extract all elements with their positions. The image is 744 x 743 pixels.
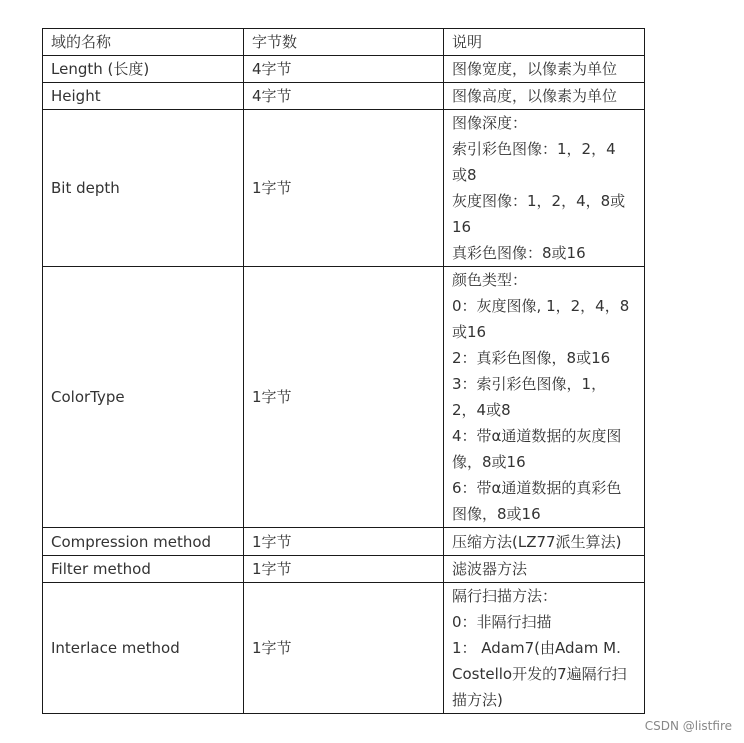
table-row: [43, 583, 645, 714]
field-name-cell: Compression method: [43, 528, 244, 556]
table-row: [43, 267, 645, 528]
desc-line: 压缩方法(LZ77派生算法): [452, 532, 622, 551]
desc-line: 6：带α通道数据的真彩色: [452, 479, 622, 497]
desc-line: 0：非隔行扫描: [452, 613, 552, 631]
header-cell-bytes: 字节数: [244, 29, 444, 56]
field-desc-cell: [444, 110, 645, 267]
desc-line: 滤波器方法: [452, 560, 528, 578]
field-desc-cell: [444, 56, 645, 83]
desc-line: 或8: [452, 166, 477, 184]
field-name-cell: Filter method: [43, 556, 244, 583]
table-row: [43, 83, 645, 110]
table-row: [43, 110, 645, 267]
desc-line: 像，8或16: [452, 453, 526, 471]
desc-line: 图像高度，以像素为单位: [452, 87, 618, 105]
field-bytes-cell: 1字节: [244, 528, 444, 556]
field-desc-cell: [444, 528, 645, 556]
field-bytes-cell: 1字节: [244, 267, 444, 528]
field-desc-cell: [444, 267, 645, 528]
csdn-watermark: CSDN @listfire: [644, 719, 732, 733]
field-bytes-cell: 4字节: [244, 56, 444, 83]
table-row: [43, 528, 645, 556]
table-header-row: [43, 29, 645, 56]
desc-line: Costello开发的7遍隔行扫: [452, 665, 627, 683]
desc-line: 0：灰度图像, 1，2，4，8: [452, 297, 630, 315]
field-bytes-cell: 4字节: [244, 83, 444, 110]
png-ihdr-table: [42, 28, 645, 714]
field-desc-cell: [444, 556, 645, 583]
desc-line: 16: [452, 218, 472, 236]
desc-line: 图像，8或16: [452, 505, 541, 523]
field-desc-cell: [444, 83, 645, 110]
desc-line: 真彩色图像：8或16: [452, 244, 586, 262]
desc-line: 4：带α通道数据的灰度图: [452, 427, 622, 445]
desc-line: 描方法): [452, 691, 503, 709]
desc-line: 灰度图像：1，2，4，8或: [452, 192, 626, 210]
desc-line: 图像宽度，以像素为单位: [452, 60, 618, 78]
desc-line: 2，4或8: [452, 401, 511, 419]
header-cell-name: 域的名称: [43, 29, 244, 56]
field-name-cell: Height: [43, 83, 244, 110]
table-row: [43, 56, 645, 83]
field-bytes-cell: 1字节: [244, 110, 444, 267]
table-row: [43, 556, 645, 583]
field-desc-cell: [444, 583, 645, 714]
desc-line: 2：真彩色图像，8或16: [452, 349, 611, 367]
desc-line: 1： Adam7(由Adam M.: [452, 639, 621, 657]
desc-line: 3：索引彩色图像，1，: [452, 375, 607, 393]
desc-line: 索引彩色图像：1，2，4: [452, 140, 616, 158]
header-cell-desc: 说明: [444, 29, 645, 56]
desc-line: 或16: [452, 323, 487, 341]
field-name-cell: ColorType: [43, 267, 244, 528]
desc-line: 隔行扫描方法：: [452, 587, 558, 605]
desc-line: 颜色类型：: [452, 271, 528, 289]
field-bytes-cell: 1字节: [244, 556, 444, 583]
desc-line: 图像深度：: [452, 114, 528, 132]
field-name-cell: Length (长度): [43, 56, 244, 83]
field-bytes-cell: 1字节: [244, 583, 444, 714]
field-name-cell: Bit depth: [43, 110, 244, 267]
field-name-cell: Interlace method: [43, 583, 244, 714]
